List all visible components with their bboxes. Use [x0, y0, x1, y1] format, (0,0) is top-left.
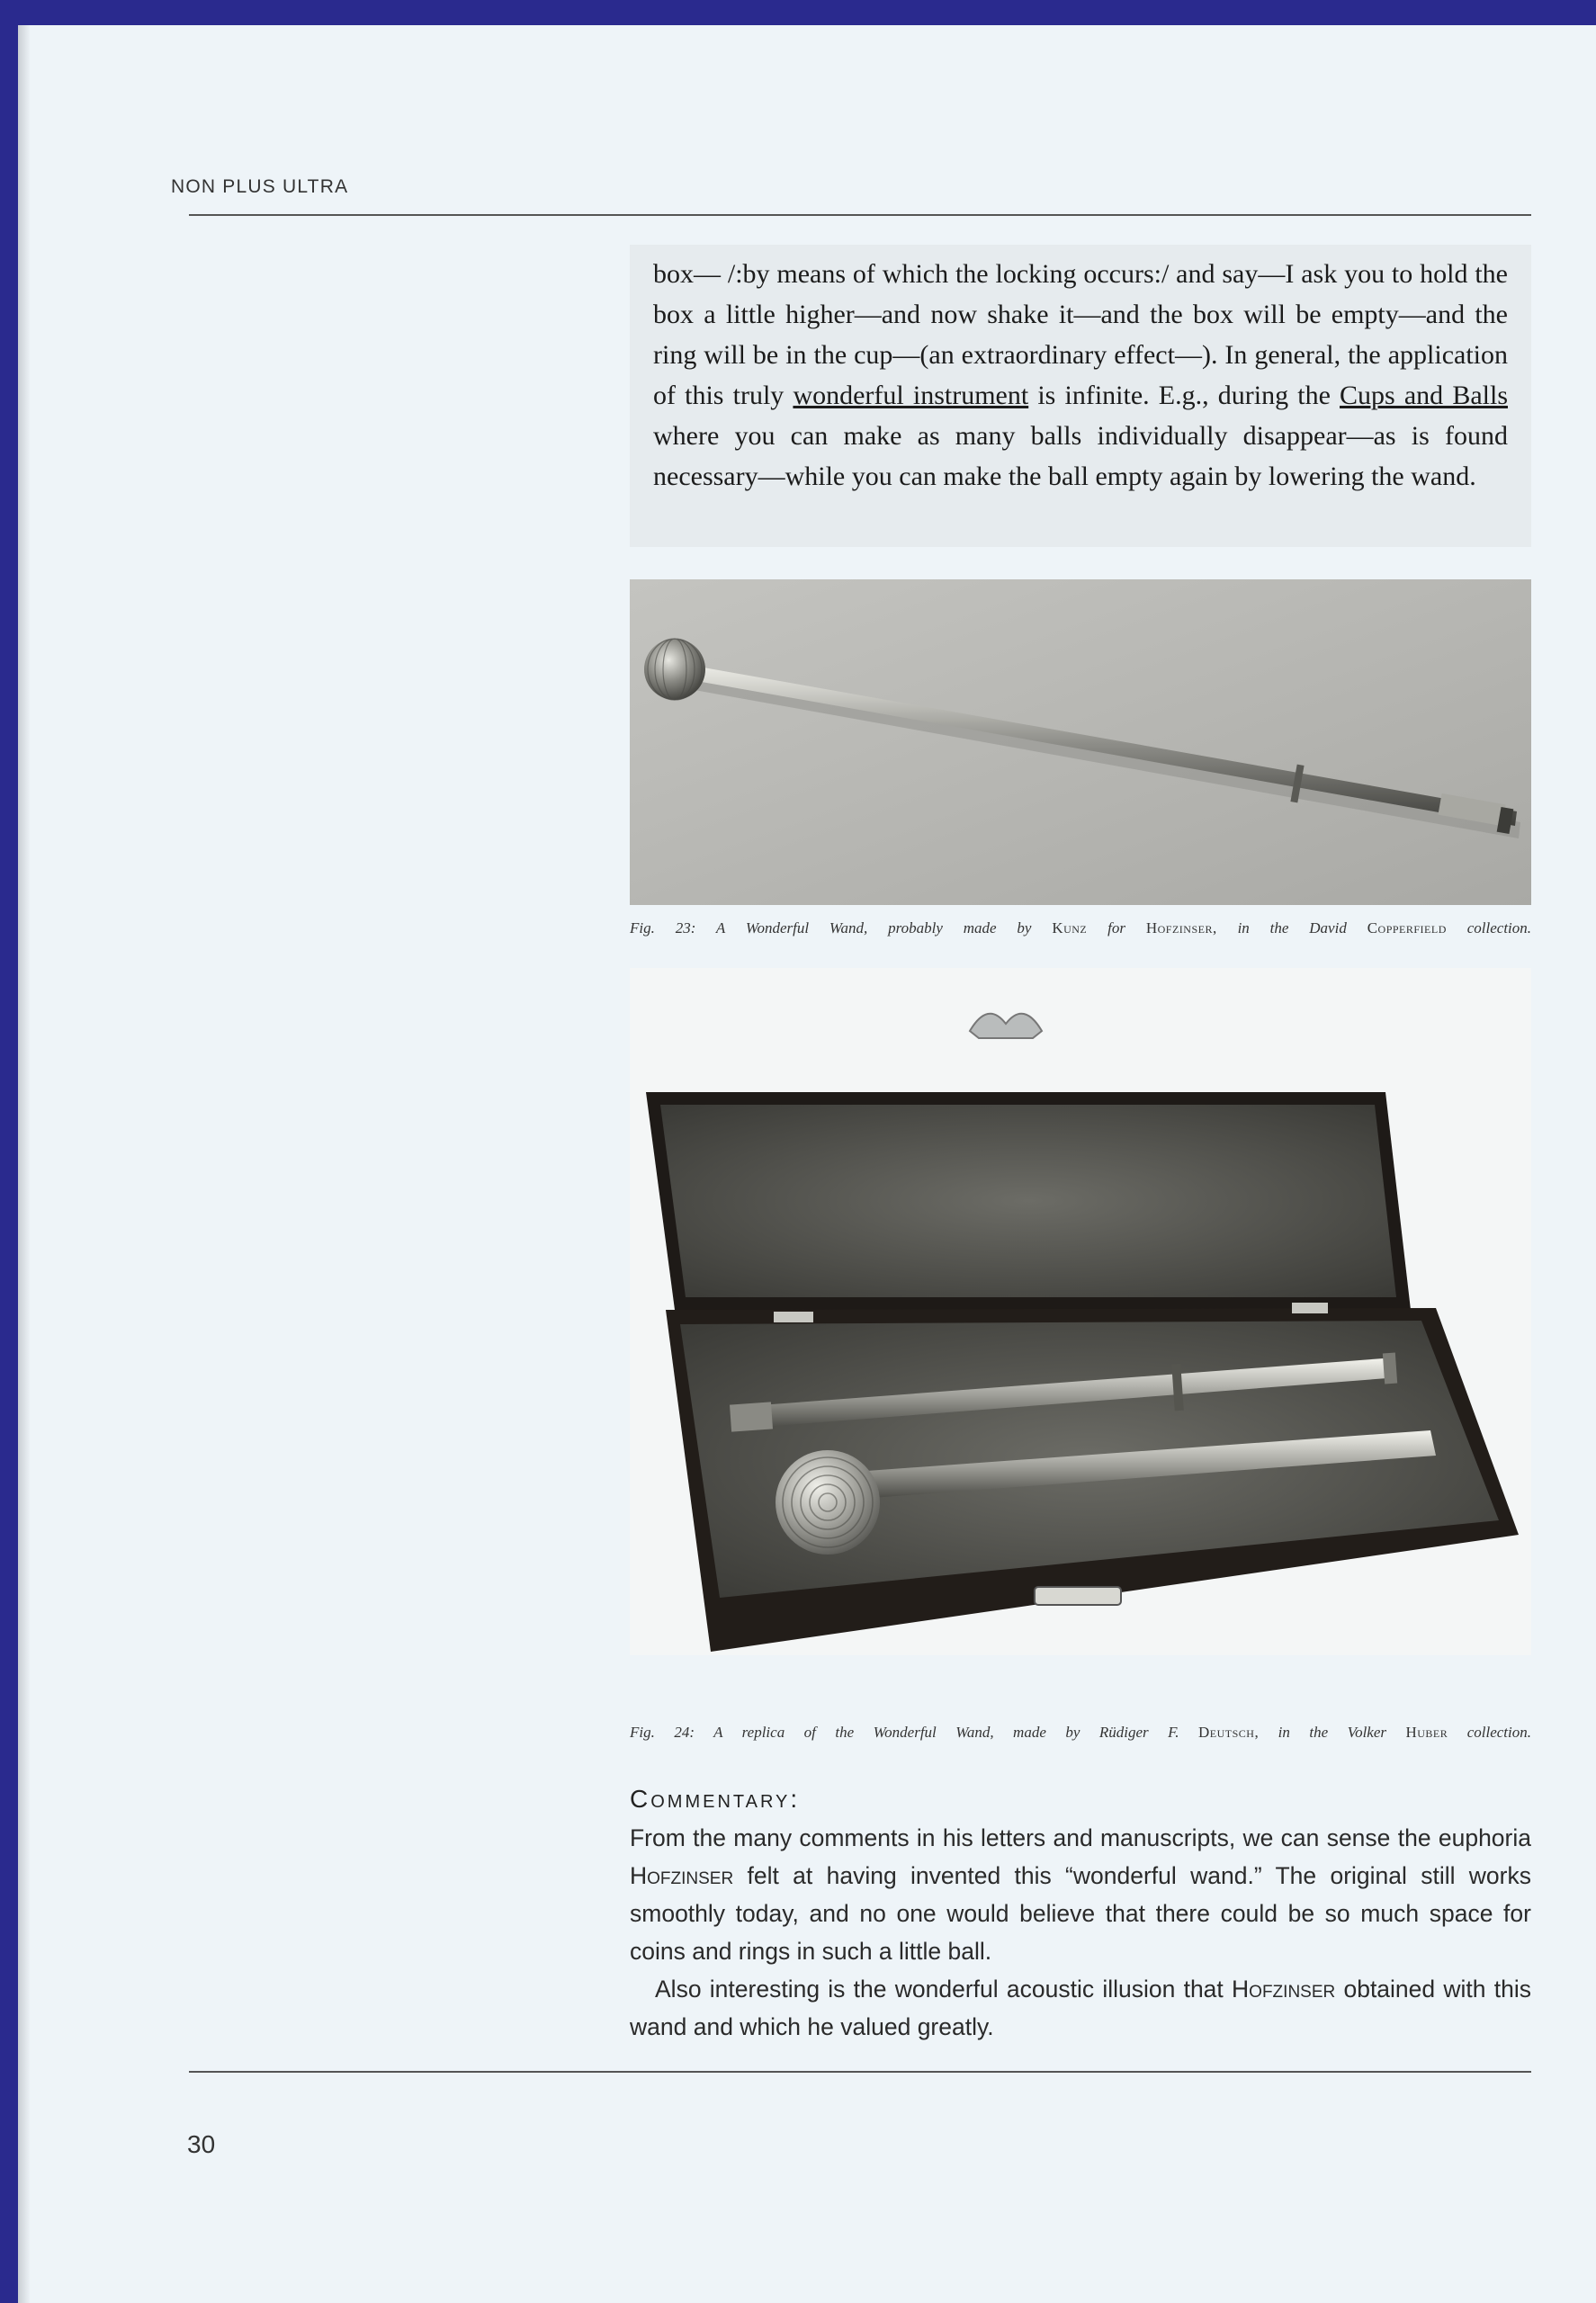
quoted-manuscript-block	[630, 245, 1531, 547]
figure-24-photo	[630, 968, 1531, 1655]
footer-rule	[189, 2071, 1531, 2073]
commentary-body	[630, 1819, 1531, 2046]
underlined-phrase: wonderful instrument	[793, 381, 1029, 410]
commentary-paragraph: Also interesting is the wonderful acoustic illusion that Hofzinser obtained with this wand and which he valued greatly.	[630, 1976, 1531, 2040]
figure-23-photo	[630, 579, 1531, 905]
figure-23-caption: Fig. 23: A Wonderful Wand, probably made by Kunz for Hofzinser, in the David Copperfield collection.	[630, 919, 1532, 936]
wand-photo	[630, 579, 1531, 905]
wand-case-photo	[630, 968, 1531, 1655]
figure-24-caption: Fig. 24: A replica of the Wonderful Wand, made by Rüdiger F. Deutsch, in the Volker Huber collection.	[630, 1724, 1532, 1741]
page-number: 30	[187, 2130, 216, 2158]
running-header: NON PLUS ULTRA	[171, 176, 349, 197]
underlined-phrase: Cups and Balls	[1340, 381, 1508, 410]
page-gutter-shadow	[18, 25, 31, 2303]
quote-paragraph: box— /:by means of which the locking occurs:/ and say—I ask you to hold the box a little higher—and now shake it—and the box will be empty—and the ring will be in the cup—(an extraordinary effect—). In general, the application of this truly wonderful instrument is infinite. E.g., during the Cups and Balls where you can make as many balls individually disappear—as is found necessary—while you can make the ball empty again by lowering the wand.	[653, 259, 1508, 491]
commentary-paragraph: From the many comments in his letters and manuscripts, we can sense the euphoria Hofzinser felt at having invented this “wonderful wand.” The original still works smoothly today, and no one would believe that there could be so much space for coins and rings in such a little ball.	[630, 1824, 1531, 1965]
header-rule	[189, 214, 1531, 216]
commentary-heading: Commentary:	[630, 1785, 801, 1813]
